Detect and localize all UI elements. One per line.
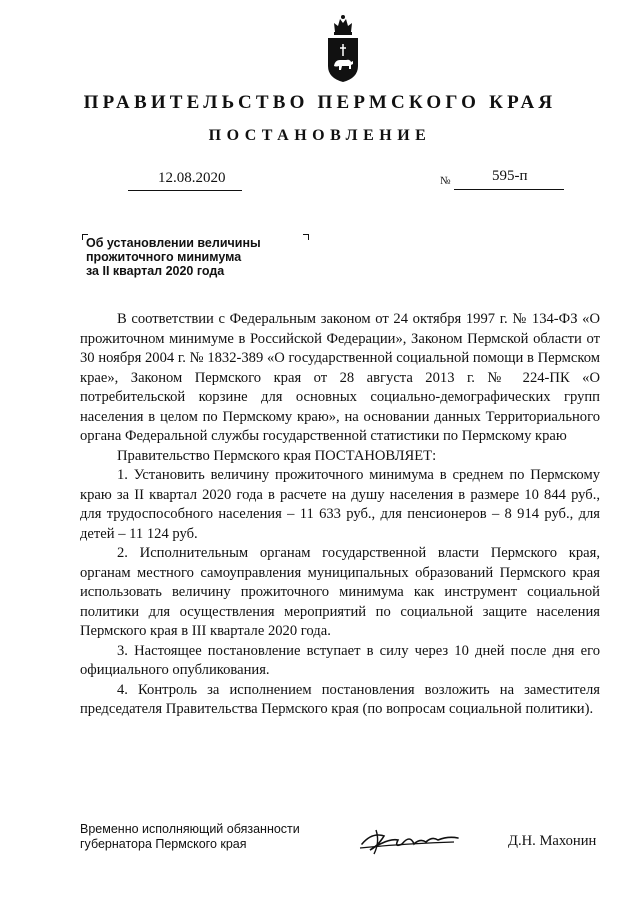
document-number-field	[440, 168, 564, 190]
perm-krai-coat-of-arms-icon	[326, 14, 360, 84]
document-date-field	[128, 170, 242, 191]
signer-name: Д.Н. Махонин	[508, 833, 597, 849]
document-body	[80, 310, 600, 720]
signer-position	[80, 822, 360, 851]
clause-1: 1. Установить величину прожиточного минимума в среднем по Пермскому краю за II квартал 2020 года в расчете на душу населения в размере 10 844 руб., для трудоспособного населения – 11 633 руб., для пенсионеров – 8 914 руб., для детей – 11 124 руб.	[80, 467, 600, 542]
document-subject	[86, 236, 306, 278]
subject-line: за II квартал 2020 года	[86, 264, 225, 278]
signer-position-line: Временно исполняющий обязанности	[80, 822, 300, 836]
number-underline	[454, 189, 564, 190]
document-date: 12.08.2020	[158, 170, 226, 186]
clause-3: 3. Настоящее постановление вступает в силу через 10 дней после дня его официального опубликования.	[80, 642, 600, 678]
handwritten-signature	[358, 824, 462, 858]
subject-line: Об установлении величины	[86, 236, 261, 250]
government-title: ПРАВИТЕЛЬСТВО ПЕРМСКОГО КРАЯ	[83, 92, 557, 113]
number-label: №	[440, 175, 451, 187]
subject-line: прожиточного минимума	[86, 250, 242, 264]
clause-4: 4. Контроль за исполнением постановления возложить на заместителя председателя Правительства Пермского края (по вопросам социальной политики).	[80, 681, 600, 717]
document-type: ПОСТАНОВЛЕНИЕ	[208, 127, 432, 144]
document-number: 595-п	[492, 168, 528, 184]
resolution-statement: Правительство Пермского края ПОСТАНОВЛЯЕТ:	[117, 447, 437, 464]
preamble-paragraph: В соответствии с Федеральным законом от 24 октября 1997 г. № 134-ФЗ «О прожиточном минимуме в Российской Федерации», Законом Пермской области от 30 ноября 2004 г. № 1832-389 «О государственной социальной помощи в Пермском крае», Законом Пермского края от 28 августа 2013 г. № 224-ПК «О потребительской корзине для основных социально-демографических групп населения в целом по Пермскому краю», на основании данных Территориального органа Федеральной службы государственной статистики по Пермскому краю	[80, 311, 600, 444]
clause-2: 2. Исполнительным органам государственной власти Пермского края, органам местного самоуправления муниципальных образований Пермского края использовать величину прожиточного минимума как инструмент социальной политики для осуществления мероприятий по социальной защите населения Пермского края в III квартале 2020 года.	[80, 545, 600, 639]
signer-position-line: губернатора Пермского края	[80, 836, 247, 851]
